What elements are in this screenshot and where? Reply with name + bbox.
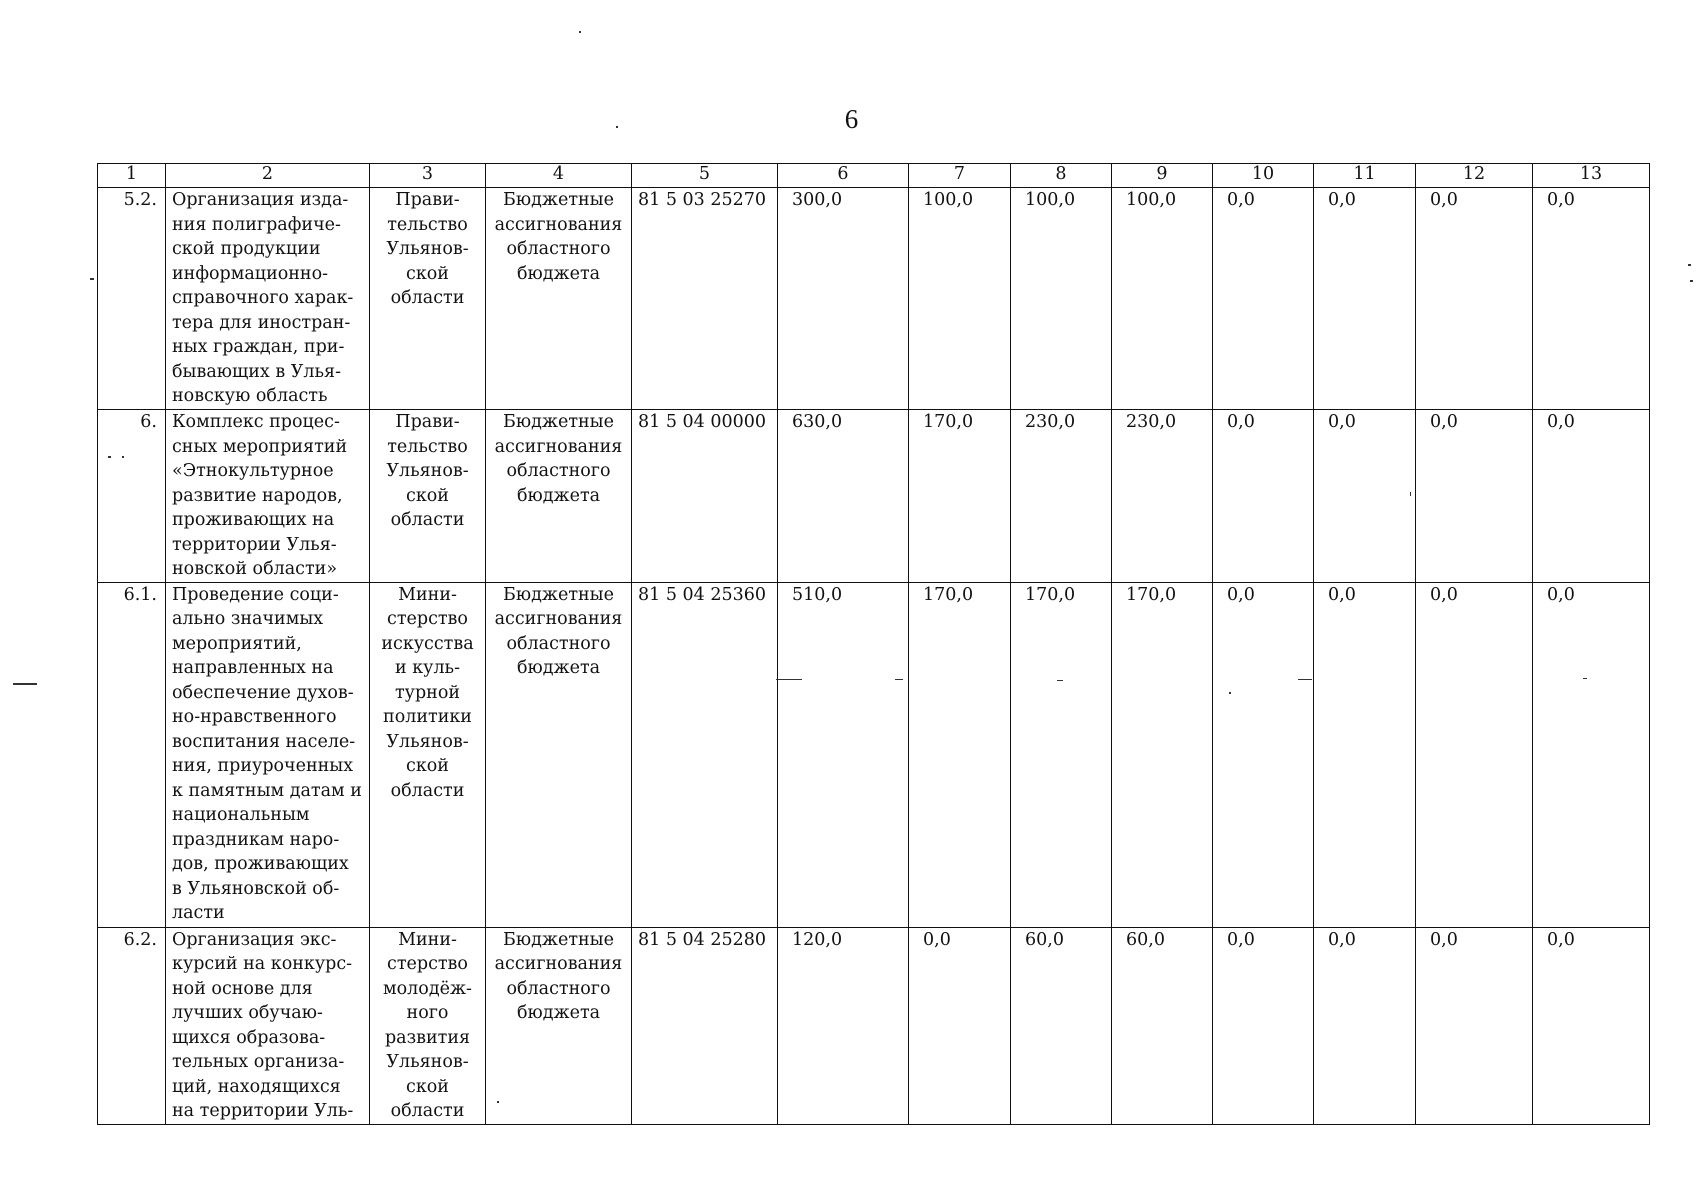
row-value-9: 170,0 — [1112, 582, 1213, 927]
row-value-7: 170,0 — [909, 410, 1011, 583]
header-cell: 2 — [166, 164, 370, 188]
table-row — [98, 582, 1650, 927]
row-value-13: 0,0 — [1533, 582, 1650, 927]
scan-speck — [1688, 264, 1691, 266]
row-value-10: 0,0 — [1213, 927, 1314, 1124]
row-source: Бюджетные ассигнования областного бюджета — [486, 927, 632, 1124]
table-row — [98, 927, 1650, 1124]
header-cell: 7 — [909, 164, 1011, 188]
scan-speck — [1583, 678, 1587, 679]
scan-speck — [1229, 692, 1231, 694]
scan-speck — [616, 126, 618, 128]
scan-speck — [108, 456, 111, 458]
header-cell: 6 — [778, 164, 909, 188]
table-row — [98, 188, 1650, 410]
header-cell: 8 — [1011, 164, 1112, 188]
row-value-11: 0,0 — [1314, 410, 1416, 583]
row-value-8: 170,0 — [1011, 582, 1112, 927]
row-number: 6.1. — [98, 582, 166, 927]
budget-table — [97, 163, 1650, 1125]
row-code: 81 5 04 00000 — [632, 410, 778, 583]
header-cell: 10 — [1213, 164, 1314, 188]
row-value-13: 0,0 — [1533, 188, 1650, 410]
row-value-12: 0,0 — [1416, 188, 1533, 410]
row-value-11: 0,0 — [1314, 927, 1416, 1124]
row-value-12: 0,0 — [1416, 927, 1533, 1124]
row-value-8: 230,0 — [1011, 410, 1112, 583]
header-cell: 5 — [632, 164, 778, 188]
row-value-8: 60,0 — [1011, 927, 1112, 1124]
row-value-13: 0,0 — [1533, 927, 1650, 1124]
row-code: 81 5 04 25280 — [632, 927, 778, 1124]
table-row — [98, 410, 1650, 583]
row-value-10: 0,0 — [1213, 188, 1314, 410]
row-value-7: 170,0 — [909, 582, 1011, 927]
row-value-10: 0,0 — [1213, 582, 1314, 927]
row-name: Организация экс- курсий на конкурс- ной основе для лучших обучаю- щихся образова- тельных организа- ций, находящихся на территории Уль- — [166, 927, 370, 1124]
row-value-6: 120,0 — [778, 927, 909, 1124]
header-cell: 1 — [98, 164, 166, 188]
row-name: Организация изда- ния полиграфиче- ской продукции информационно- справочного харак- тера для иностран- ных граждан, при- бывающих в Улья- новскую область — [166, 188, 370, 410]
header-cell: 9 — [1112, 164, 1213, 188]
header-cell: 13 — [1533, 164, 1650, 188]
scan-speck — [497, 1101, 499, 1103]
row-executor: Прави- тельство Ульянов- ской области — [370, 188, 486, 410]
header-row — [98, 164, 1650, 188]
scan-speck — [90, 278, 94, 280]
scan-speck — [122, 456, 124, 458]
row-value-10: 0,0 — [1213, 410, 1314, 583]
scan-speck — [579, 31, 581, 33]
header-cell: 11 — [1314, 164, 1416, 188]
row-value-9: 100,0 — [1112, 188, 1213, 410]
row-executor: Мини- стерство молодёж- ного развития Ульянов- ской области — [370, 927, 486, 1124]
scan-speck — [776, 679, 802, 680]
row-number: 6.2. — [98, 927, 166, 1124]
row-source: Бюджетные ассигнования областного бюджета — [486, 410, 632, 583]
header-cell: 12 — [1416, 164, 1533, 188]
scan-speck — [895, 679, 903, 680]
row-value-11: 0,0 — [1314, 188, 1416, 410]
row-source: Бюджетные ассигнования областного бюджета — [486, 582, 632, 927]
header-cell: 3 — [370, 164, 486, 188]
scan-speck — [1298, 679, 1312, 680]
row-value-12: 0,0 — [1416, 410, 1533, 583]
row-value-8: 100,0 — [1011, 188, 1112, 410]
row-value-6: 510,0 — [778, 582, 909, 927]
scan-speck — [1690, 280, 1693, 282]
row-value-6: 630,0 — [778, 410, 909, 583]
row-code: 81 5 03 25270 — [632, 188, 778, 410]
row-value-9: 60,0 — [1112, 927, 1213, 1124]
row-value-7: 100,0 — [909, 188, 1011, 410]
row-value-9: 230,0 — [1112, 410, 1213, 583]
row-number: 6. — [98, 410, 166, 583]
row-name: Комплекс процес- сных мероприятий «Этнокультурное развитие народов, проживающих на территории Улья- новской области» — [166, 410, 370, 583]
scan-speck — [1057, 680, 1063, 681]
row-executor: Мини- стерство искусства и куль- турной политики Ульянов- ской области — [370, 582, 486, 927]
scan-edge-dash — [13, 683, 37, 685]
row-value-6: 300,0 — [778, 188, 909, 410]
row-value-7: 0,0 — [909, 927, 1011, 1124]
header-cell: 4 — [486, 164, 632, 188]
page-number: 6 — [844, 104, 859, 134]
row-source: Бюджетные ассигнования областного бюджета — [486, 188, 632, 410]
row-value-13: 0,0 — [1533, 410, 1650, 583]
row-code: 81 5 04 25360 — [632, 582, 778, 927]
row-number: 5.2. — [98, 188, 166, 410]
row-executor: Прави- тельство Ульянов- ской области — [370, 410, 486, 583]
row-value-12: 0,0 — [1416, 582, 1533, 927]
row-name: Проведение соци- ально значимых мероприятий, направленных на обеспечение духов- но-нравственного воспитания населе- ния, приуроченных к памятным датам и национальным праздникам наро- дов, проживающих в Ульяновской об- ласти — [166, 582, 370, 927]
scan-speck — [1410, 492, 1411, 496]
row-value-11: 0,0 — [1314, 582, 1416, 927]
